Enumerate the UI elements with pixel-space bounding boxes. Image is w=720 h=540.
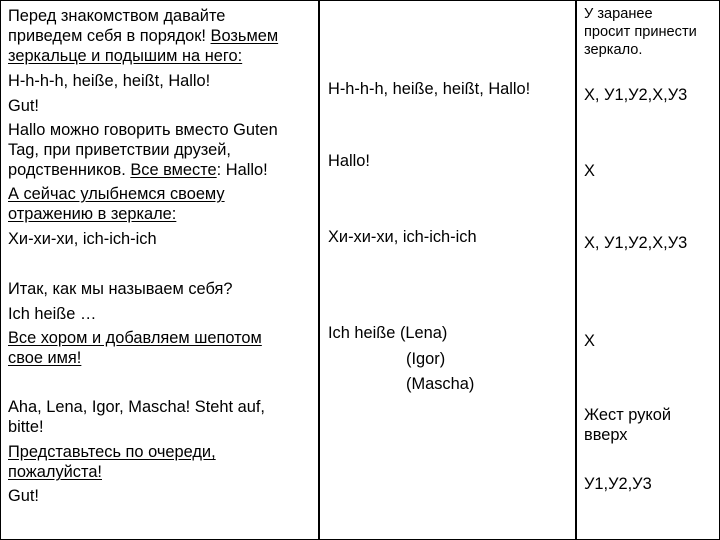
underlined-instruction: А сейчас улыбнемся своему <box>8 185 225 203</box>
response-line: (Mascha) <box>406 375 475 393</box>
text-line: Hallo можно говорить вместо Guten <box>8 121 278 139</box>
underlined-instruction: Все хором и добавляем шепотом <box>8 329 262 347</box>
underlined-instruction: пожалуйста! <box>8 463 102 481</box>
text-line: Gut! <box>8 487 39 505</box>
text-line: родственников. Все вместе: Hallo! <box>8 161 268 179</box>
underlined-instruction: Возьмем <box>210 27 279 45</box>
text-line: Перед знакомством давайте <box>8 7 226 25</box>
response-line: H-h-h-h, heiße, heißt, Hallo! <box>328 80 531 98</box>
text-line: Итак, как мы называем себя? <box>8 280 233 298</box>
text-line: Gut! <box>8 97 39 115</box>
note-line: Х, У1,У2,Х,У3 <box>584 86 688 104</box>
underlined-instruction: отражению в зеркале: <box>8 205 177 223</box>
text-line: Tag, при приветствии друзей, <box>8 141 231 159</box>
note-line: Жест рукой <box>584 406 672 424</box>
underlined-instruction: Все вместе <box>130 161 217 179</box>
text-line: Ich heiße … <box>8 305 97 323</box>
teacher-speech-column <box>1 1 318 539</box>
underlined-instruction: Представьтесь по очереди, <box>8 443 216 461</box>
text-line <box>8 185 225 205</box>
note-line: Х, У1,У2,Х,У3 <box>584 234 688 252</box>
text-line: Aha, Lena, Igor, Mascha! Steht auf, <box>8 398 265 416</box>
text-line <box>8 349 81 369</box>
note-line: зеркало. <box>584 42 643 58</box>
notes-column <box>577 1 719 539</box>
note-line: Х <box>584 162 595 180</box>
text-line <box>8 329 262 349</box>
text-line <box>8 443 216 463</box>
text-line: bitte! <box>8 418 44 436</box>
note-line: У заранее <box>584 6 653 22</box>
text-line <box>8 205 176 225</box>
underlined-instruction: зеркальце и подышим на него: <box>8 47 243 65</box>
text-line <box>8 47 242 67</box>
response-line: Ich heiße (Lena) <box>328 324 448 342</box>
note-line: просит принести <box>584 24 697 40</box>
student-response-column <box>320 1 575 539</box>
response-line: Хи-хи-хи, ich-ich-ich <box>328 228 477 246</box>
response-line: Hallo! <box>328 152 370 170</box>
note-line: У1,У2,У3 <box>584 475 652 493</box>
text-line: H-h-h-h, heiße, heißt, Hallo! <box>8 72 211 90</box>
response-line: (Igor) <box>406 350 446 368</box>
text-line <box>8 463 102 483</box>
note-line: Х <box>584 332 595 350</box>
underlined-instruction: свое имя! <box>8 349 82 367</box>
text-line: Хи-хи-хи, ich-ich-ich <box>8 230 157 248</box>
note-line: вверх <box>584 426 628 444</box>
text-line: приведем себя в порядок! Возьмем <box>8 27 279 45</box>
